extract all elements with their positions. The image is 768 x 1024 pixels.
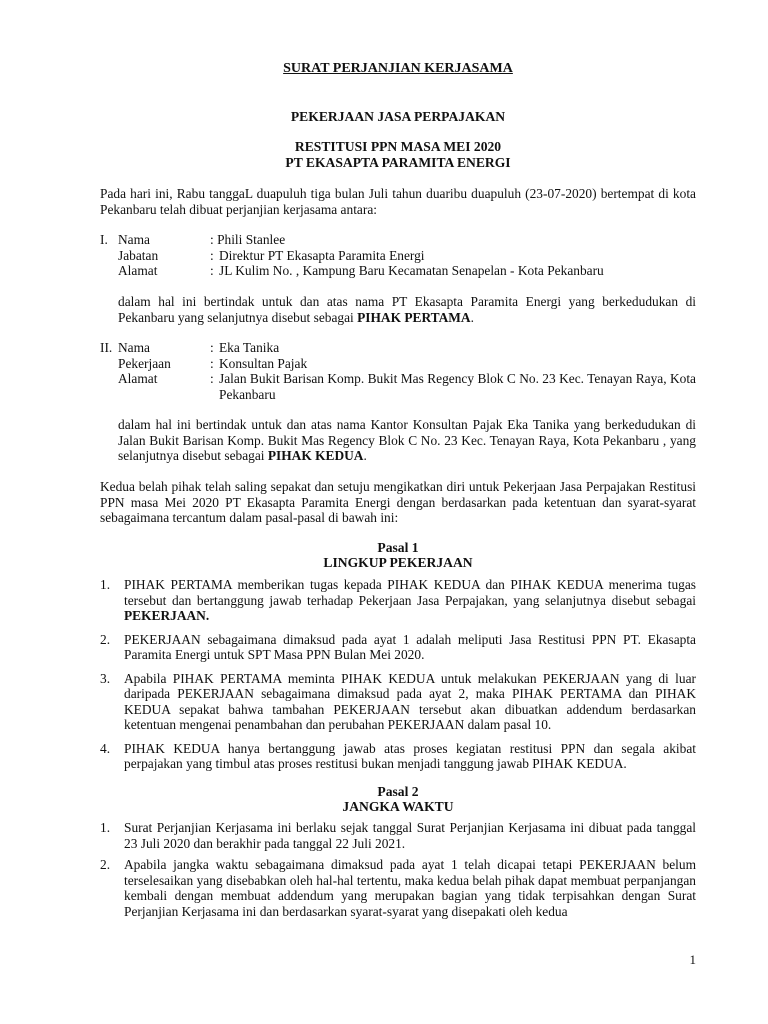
document-title: SURAT PERJANJIAN KERJASAMA (283, 61, 513, 76)
document-subtitle: PEKERJAAN JASA PERPAJAKAN (290, 109, 506, 124)
party-2-name-value: Eka Tanika (219, 340, 280, 355)
party-1-position-value: Direktur PT Ekasapta Paramita Energi (219, 247, 425, 263)
list-item: 2. PEKERJAAN sebagaimana dimaksud pada ayat 1 adalah meliputi Jasa Restitusi PPN PT. Ekasapta Paramita Energi untuk SPT Masa PPN Bulan Mei 2020. (100, 631, 696, 662)
party-1-position-label: Jabatan (118, 247, 159, 263)
pasal-2-heading: Pasal 2 (377, 784, 419, 799)
page-number: 1 (689, 952, 696, 967)
party-2-name-label: Nama (118, 340, 150, 355)
pasal-2-title: JANGKA WAKTU (342, 799, 454, 814)
party-1-block: I. Nama : Phili Stanlee Jabatan : Direktur PT Ekasapta Paramita Energi Alamat : JL Kulim No. , Kampung Baru Kecamatan Senapelan - Kota Pekanbaru (100, 232, 696, 279)
party-1-address-value: JL Kulim No. , Kampung Baru Kecamatan Senapelan - Kota Pekanbaru (219, 263, 604, 278)
subject-line-1: RESTITUSI PPN MASA MEI 2020 (294, 139, 502, 154)
party-2-job-label: Pekerjaan (118, 355, 171, 371)
party-1-address-label: Alamat (118, 263, 158, 278)
party-2-description: dalam hal ini bertindak untuk dan atas nama Kantor Konsultan Pajak Eka Tanika yang berkedudukan di Jalan Bukit Barisan Komp. Bukit Mas Regency Blok C No. 23 Kec. Tenayan Raya, Kota Pekanbaru , yang selanjutnya disebut sebagai PIHAK KEDUA. (118, 417, 696, 463)
intro-paragraph: Pada hari ini, Rabu tanggaL duapuluh tiga bulan Juli tahun duaribu duapuluh (23-07-2020) bertempat di kota Pekanbaru telah dibuat perjanjian kerjasama antara: (100, 186, 696, 217)
pasal-1-title: LINGKUP PEKERJAAN (323, 555, 473, 570)
party-1-number: I. (100, 232, 108, 247)
subject-line-2: PT EKASAPTA PARAMITA ENERGI (285, 155, 511, 170)
pasal-1-heading: Pasal 1 (377, 540, 419, 555)
party-2-number: II. (100, 340, 113, 355)
list-item: 4. PIHAK KEDUA hanya bertanggung jawab atas proses kegiatan restitusi PPN dan segala akibat perpajakan yang timbul atas proses restitusi bukan menjadi tanggung jawab PIHAK KEDUA. (100, 740, 696, 771)
party-1-name-value: : Phili Stanlee (210, 232, 286, 247)
list-item: 3. Apabila PIHAK PERTAMA meminta PIHAK KEDUA untuk melakukan PEKERJAAN yang di luar daripada PEKERJAAN sebagaimana dimaksud pada ayat 2, maka PIHAK PERTAMA dan PIHAK KEDUA sepakat bahwa tambahan PEKERJAAN tersebut akan dibuatkan addendum berdasarkan ketentuan mengenai penambahan dan perubahan PEKERJAAN dalam pasal 10. (100, 670, 696, 732)
party-1-description: dalam hal ini bertindak untuk dan atas nama PT Ekasapta Paramita Energi yang berkedudukan di Pekanbaru yang selanjutnya disebut sebagai PIHAK PERTAMA. (118, 294, 696, 325)
party-2-address-label: Alamat (118, 371, 158, 386)
list-item: 1. Surat Perjanjian Kerjasama ini berlaku sejak tanggal Surat Perjanjian Kerjasama ini dibuat pada tanggal 23 Juli 2020 dan berakhir pada tanggal 22 Juli 2021. (100, 820, 696, 851)
party-2-alias: PIHAK KEDUA (267, 448, 364, 463)
party-2-address-value: Jalan Bukit Barisan Komp. Bukit Mas Regency Blok C No. 23 Kec. Tenayan Raya, Kota Pekanbaru (219, 371, 696, 402)
agreement-paragraph: Kedua belah pihak telah saling sepakat dan setuju mengikatkan diri untuk Pekerjaan Jasa Perpajakan Restitusi PPN masa Mei 2020 PT Ekasapta Paramita Energi dengan berdasarkan pada ketentuan dan syarat-syarat sebagaimana tercantum dalam pasal-pasal di bawah ini: (100, 479, 696, 525)
pasal-1-list (100, 577, 696, 772)
party-1-name-label: Nama (118, 232, 150, 247)
party-1-alias: PIHAK PERTAMA (357, 309, 471, 325)
party-2-block: II. Nama : Eka Tanika Pekerjaan : Konsultan Pajak Alamat : Jalan Bukit Barisan Komp. Bukit Mas Regency Blok C No. 23 Kec. Tenayan Raya, Kota Pekanbaru (100, 340, 696, 402)
pasal-2-list (100, 820, 696, 919)
list-item: 2. Apabila jangka waktu sebagaimana dimaksud pada ayat 1 telah dicapai tetapi PEKERJAAN belum terselesaikan yang disebabkan oleh hal-hal tertentu, maka kedua belah pihak dapat membuat perpanjangan kembali dengan membuat addendum yang merupakan bagian yang tidak terpisahkan dengan Surat Perjanjian Kerjasama ini dan berdasarkan syarat-syarat yang disepakati oleh kedua (100, 857, 696, 919)
list-item: 1. PIHAK PERTAMA memberikan tugas kepada PIHAK KEDUA dan PIHAK KEDUA menerima tugas tersebut dan bertanggung jawab terhadap Pekerjaan Jasa Perpajakan, yang selanjutnya disebut sebagai PEKERJAAN. (100, 577, 696, 623)
party-2-job-value: Konsultan Pajak (219, 355, 308, 371)
